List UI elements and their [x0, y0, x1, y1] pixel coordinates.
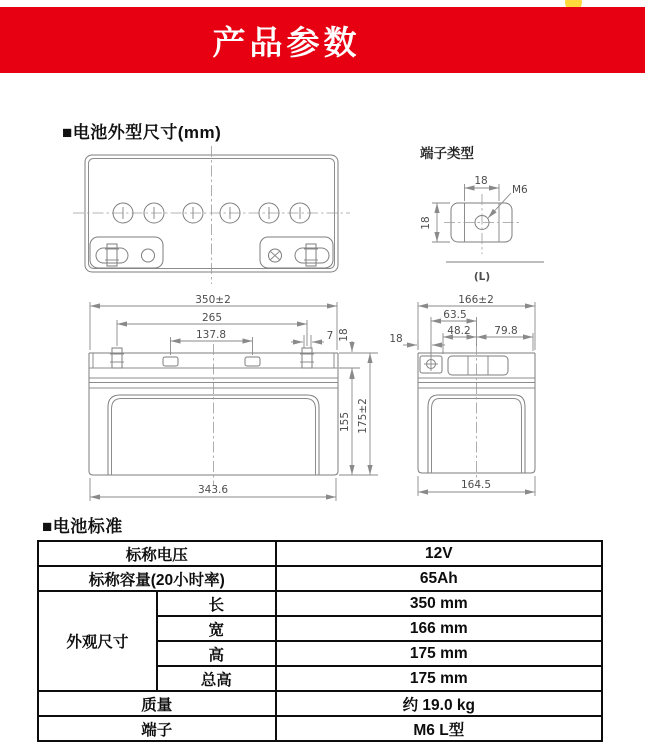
spec-value: 65Ah — [276, 566, 602, 591]
battery-dimension-drawings — [0, 135, 645, 515]
table-row — [38, 566, 602, 591]
spec-label: 质量 — [38, 691, 276, 716]
side-terminal-offset-dimension — [389, 333, 445, 354]
section-title-battery-dimensions: ■电池外型尺寸(mm) — [62, 123, 222, 142]
spec-label: 端子 — [38, 716, 276, 741]
table-row — [38, 591, 602, 616]
terminal-thread-label — [488, 184, 528, 218]
svg-text:166±2: 166±2 — [458, 294, 494, 306]
terminal-type-code: (L) — [473, 271, 491, 283]
svg-text:48.2: 48.2 — [447, 325, 471, 337]
side-base-width-dimension — [418, 476, 535, 496]
front-terminal-posts — [110, 348, 314, 368]
table-row — [38, 691, 602, 716]
spec-label: 长 — [157, 591, 276, 616]
spec-value: 350 mm — [276, 591, 602, 616]
svg-text:63.5: 63.5 — [443, 309, 467, 321]
svg-text:343.6: 343.6 — [197, 484, 229, 496]
spec-label: 高 — [157, 641, 276, 666]
svg-text:18: 18 — [420, 216, 432, 230]
battery-spec-table — [37, 540, 603, 742]
svg-text:137.8: 137.8 — [195, 329, 227, 341]
svg-text:265: 265 — [201, 312, 223, 324]
page-title: 产品参数 — [212, 23, 361, 61]
side-hump-right-dimension — [477, 325, 534, 351]
side-center-hump — [448, 356, 508, 375]
svg-text:79.8: 79.8 — [494, 325, 518, 337]
left-terminal-recess — [90, 237, 163, 268]
svg-text:7: 7 — [326, 330, 334, 342]
front-lid-height-dimension — [338, 328, 378, 380]
header-banner — [0, 7, 645, 73]
spec-value: 175 mm — [276, 641, 602, 666]
front-case-height-dimension — [339, 368, 352, 475]
spec-value: 175 mm — [276, 666, 602, 691]
right-terminal-recess — [260, 237, 333, 268]
section-title-battery-standard: ■电池标准 — [42, 517, 123, 536]
table-row — [38, 716, 602, 741]
svg-text:18: 18 — [389, 333, 403, 345]
spec-value: 12V — [276, 541, 602, 566]
front-edge-offset-dimension — [291, 330, 333, 348]
spec-value: 166 mm — [276, 616, 602, 641]
svg-text:350±2: 350±2 — [195, 294, 231, 306]
front-vent-plug-right — [245, 357, 260, 366]
terminal-type-drawing — [420, 145, 544, 283]
front-base-width-dimension — [90, 478, 336, 501]
svg-text:M6: M6 — [512, 184, 528, 196]
spec-label: 宽 — [157, 616, 276, 641]
battery-top-view-drawing — [73, 146, 350, 284]
side-terminal — [420, 356, 442, 373]
svg-text:155: 155 — [339, 411, 351, 433]
battery-front-view-drawing — [89, 294, 378, 501]
front-vent-plug-left — [163, 357, 178, 366]
spec-value: 约 19.0 kg — [276, 691, 602, 716]
spec-group-label: 外观尺寸 — [38, 591, 157, 691]
spec-label: 标称电压 — [38, 541, 276, 566]
svg-text:175±2: 175±2 — [357, 398, 369, 434]
front-vent-spacing-dimension — [171, 329, 253, 355]
svg-text:164.5: 164.5 — [460, 479, 492, 491]
svg-text:18: 18 — [474, 175, 488, 187]
svg-text:18: 18 — [338, 328, 350, 342]
spec-label: 标称容量(20小时率) — [38, 566, 276, 591]
battery-side-view-drawing — [389, 294, 535, 496]
spec-value: M6 L型 — [276, 716, 602, 741]
side-hump-left-dimension — [443, 325, 477, 354]
terminal-type-title: 端子类型 — [420, 146, 474, 161]
spec-label: 总高 — [157, 666, 276, 691]
table-row — [38, 541, 602, 566]
